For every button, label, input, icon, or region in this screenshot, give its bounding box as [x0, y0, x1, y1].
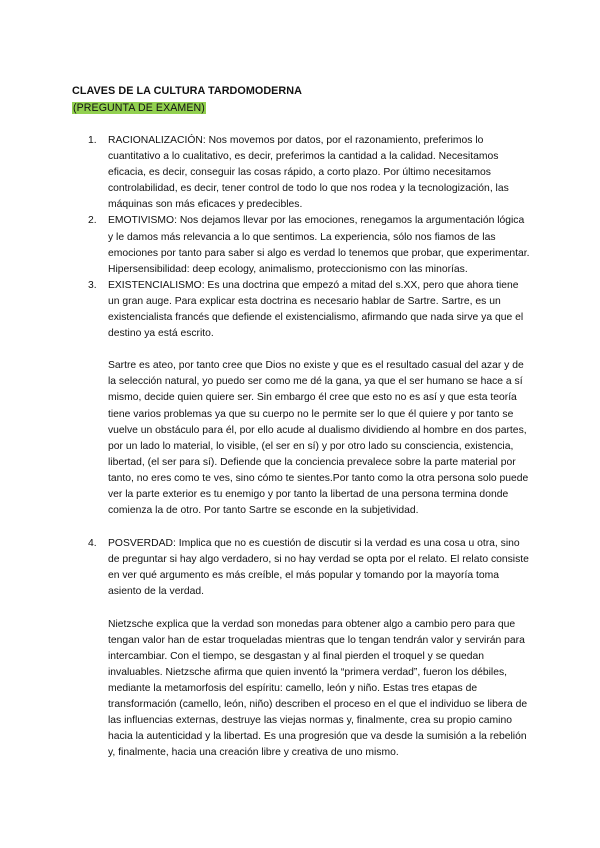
- document-subtitle-highlighted: (PREGUNTA DE EXAMEN): [73, 102, 205, 114]
- paragraph: EMOTIVISMO: Nos dejamos llevar por las emociones, renegamos la argumentación lógica y le damos más relevancia a lo que sentimos. La experiencia, sólo nos fiamos de las emociones por tanto para saber si algo es verdad lo tenemos que probar, que experimentar. Hipersensibilidad: deep ecology, animalismo, proteccionismo con las minorías.: [108, 215, 530, 275]
- list-number: 1.: [88, 135, 97, 146]
- list-item-posverdad: [72, 536, 530, 761]
- document-title: CLAVES DE LA CULTURA TARDOMODERNA: [72, 85, 302, 97]
- list-number: 4.: [88, 538, 97, 550]
- paragraph: POSVERDAD: Implica que no es cuestión de discutir si la verdad es una cosa u otra, sino de preguntar si hay algo verdadero, si no hay verdad se opta por el relato. El relato consiste en ver qué argumento es más creíble, el más popular y tomando por la mayoría toma asiento de la verdad.: [108, 538, 529, 598]
- list-number: 2.: [88, 215, 97, 227]
- list-item-existencialismo: [72, 278, 530, 519]
- paragraph: EXISTENCIALISMO: Es una doctrina que empezó a mitad del s.XX, pero que ahora tiene un gran auge. Para explicar esta doctrina es necesario hablar de Sartre. Sartre, es un existencialista francés que defiende el existencialismo, afirmando que nada sirve ya que el destino ya está escrito.: [108, 279, 524, 340]
- numbered-list: [72, 133, 530, 761]
- paragraph: Nietzsche explica que la verdad son monedas para obtener algo a cambio pero para que tengan valor han de estar troqueladas mientras que lo tengan tendrán valor y servirán para intercambiar. Con el tiempo, se desgastan y al final pierden el troquel y se quedan invaluables. Nietzsche afirma que quien inventó la “primera verdad”, fueron los débiles, mediante la metamorfosis del espíritu: camello, león y niño. Estas tres etapas de transformación (camello, león, niño) describen el proceso en el que el individuo se libera de las influencias externas, destruye las viejas normas y, finalmente, crea su propio camino hacia la autenticidad y la libertad. Es una progresión que va desde la sumisión a la rebelión y, finalmente, hacia una creación libre y creativa de uno mismo.: [108, 618, 528, 759]
- paragraph: Sartre es ateo, por tanto cree que Dios no existe y que es el resultado casual del azar y de la selección natural, yo puedo ser como me dé la gana, ya que el ser humano se hace a sí mismo, decide quien quiere ser. Sin embargo él cree que esto no es así y que esta teoría tiene varios problemas ya que su cuerpo no le permite ser lo que él quiere y por tanto se vuelve un obstáculo para él, por ello acude al dualismo dividiendo al hombre en dos partes, por un lado lo material, lo visible, (el ser en sí) y por otro lado su consciencia, existencia, libertad, (el ser para sí). Defiende que la conciencia prevalece sobre la parte material por tanto, no eres como te ves, sino cómo te sientes.Por tanto como la otra persona solo puede ver la parte exterior es tu enemigo y por tanto la libertad de una persona termina donde comienza la de otro. Por tanto Sartre se esconde en la subjetividad.: [108, 360, 529, 517]
- list-item-racionalizacion: [72, 133, 530, 213]
- list-item-emotivismo: [72, 213, 530, 277]
- paragraph: RACIONALIZACIÓN: Nos movemos por datos, por el razonamiento, preferimos lo cuantitativo a lo cualitativo, es decir, preferimos la cantidad a la calidad. Necesitamos eficacia, es decir, conseguir las cosas rápido, a corto plazo. Por último necesitamos controlabilidad, es decir, tener control de todo lo que nos rodea y la tecnologización, las máquinas son más eficaces y predecibles.: [108, 135, 509, 211]
- list-number: 3.: [88, 279, 97, 291]
